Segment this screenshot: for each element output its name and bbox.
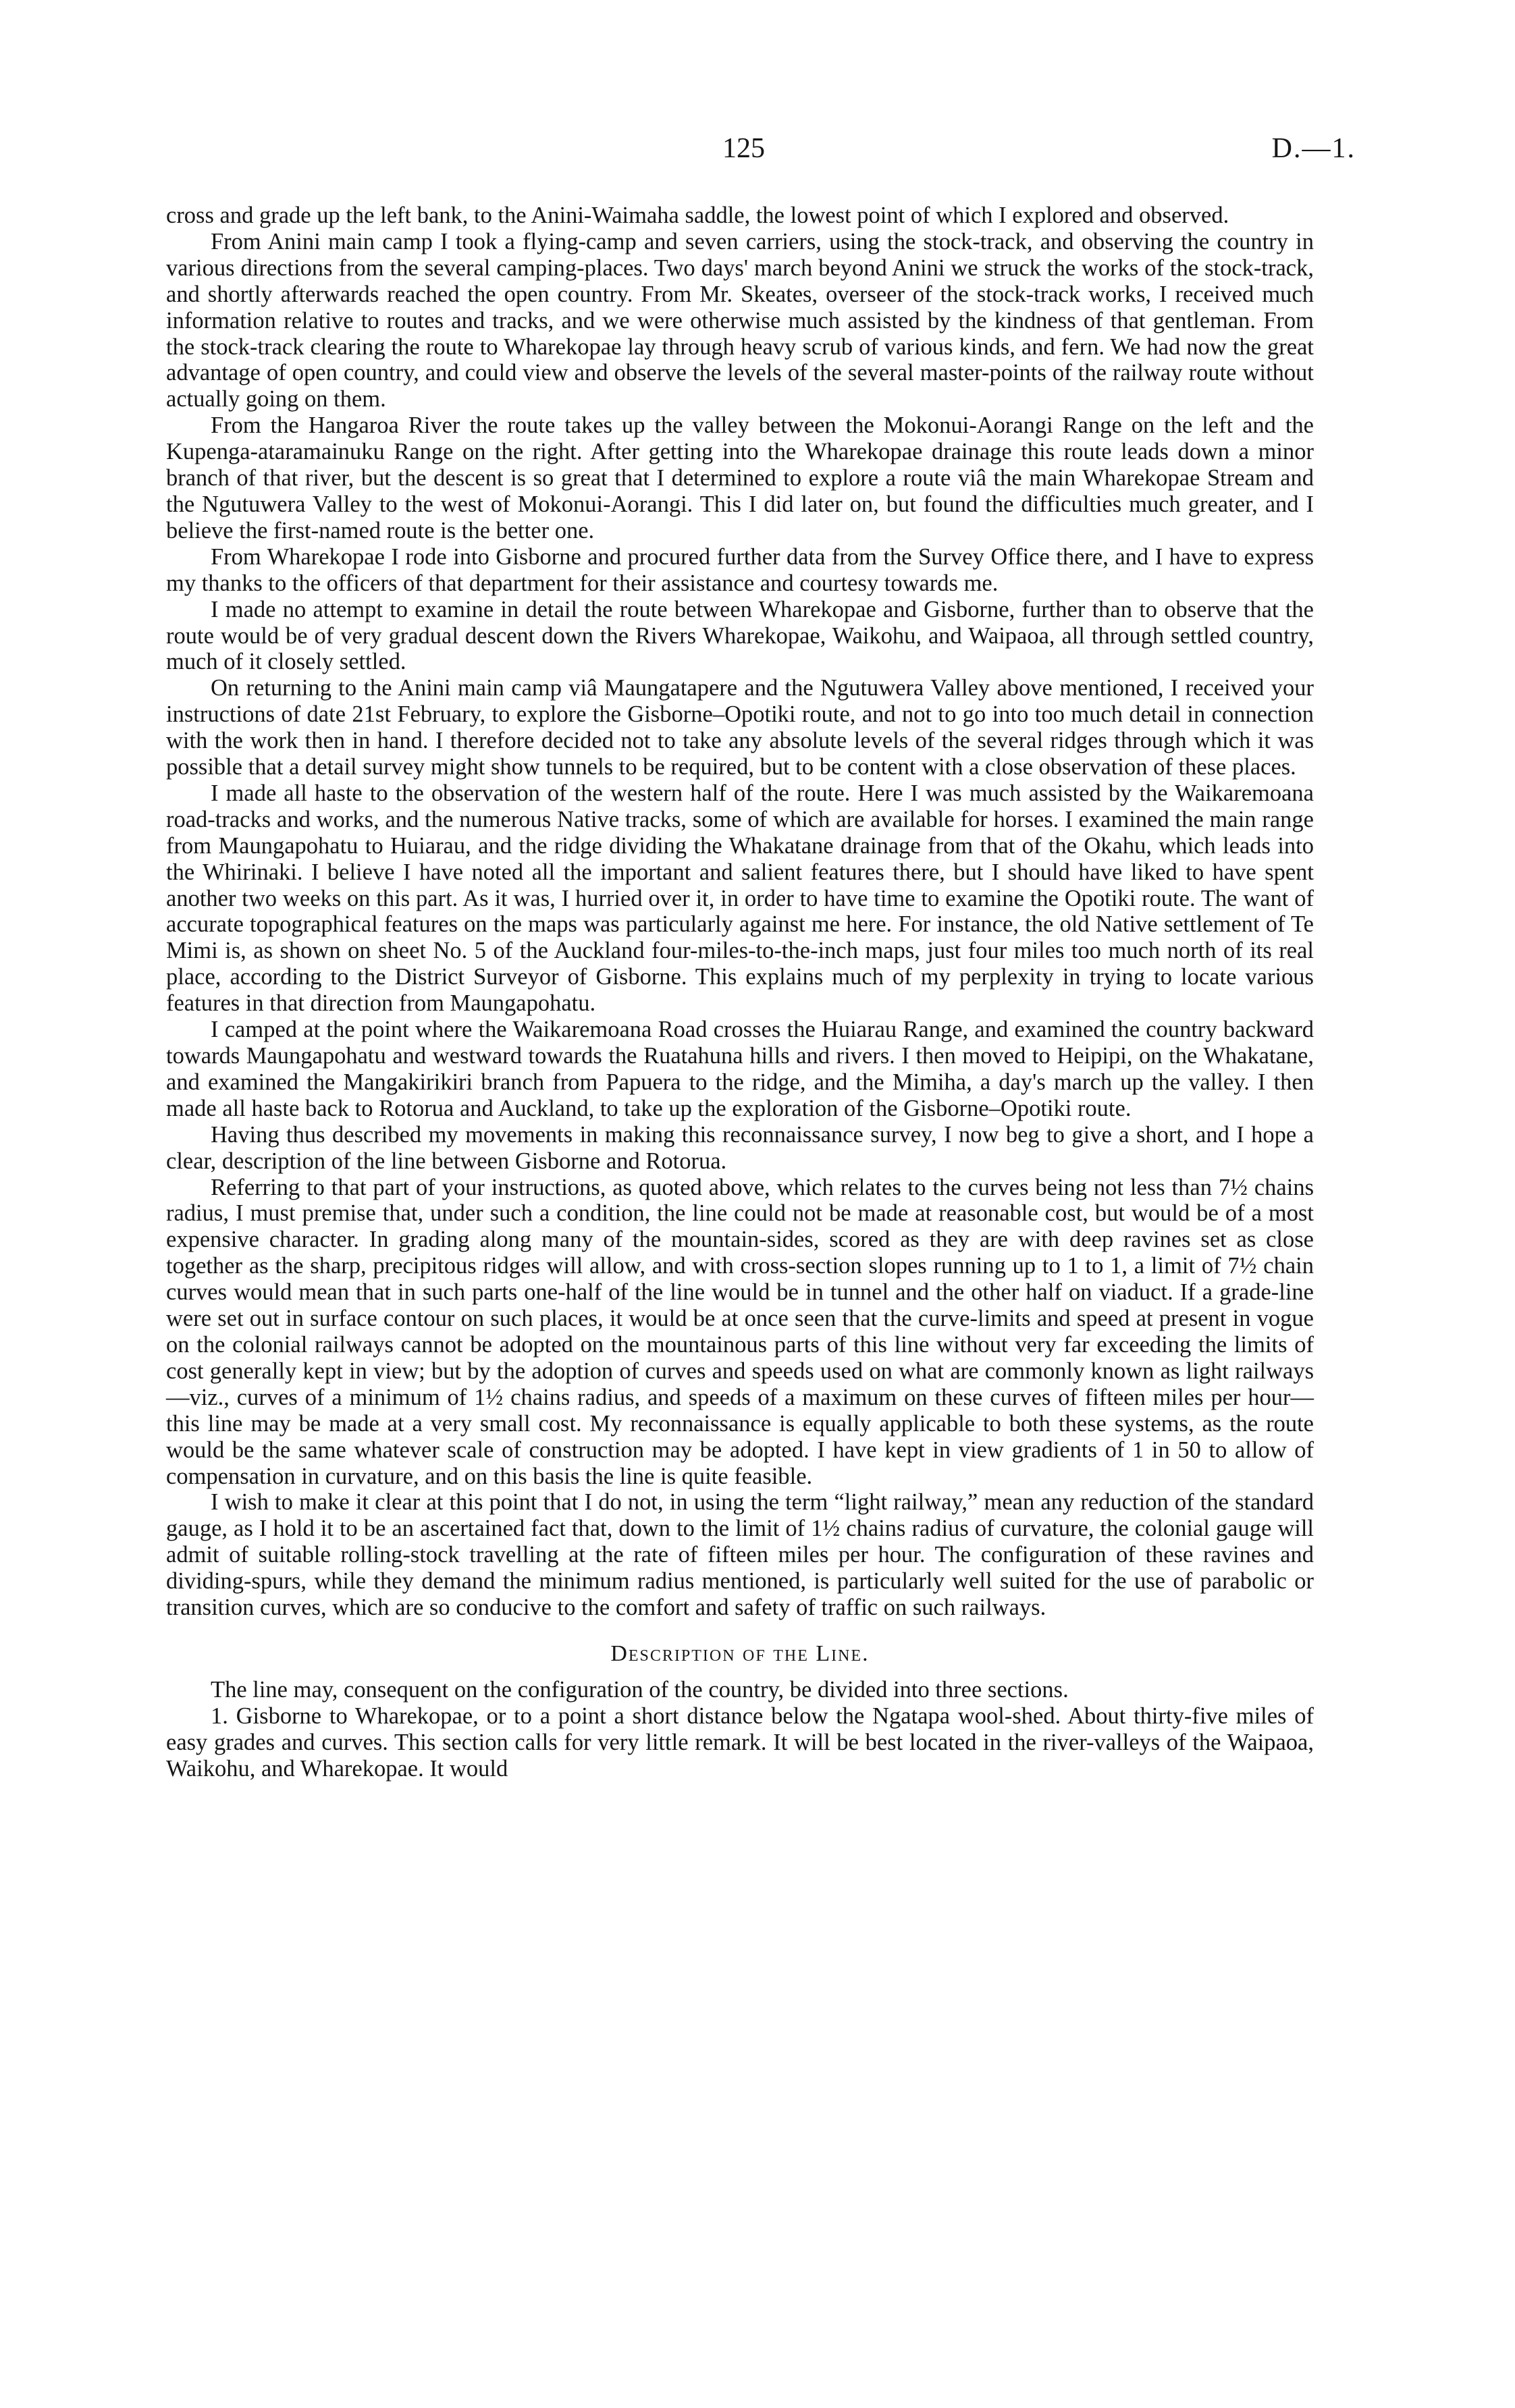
- paragraph: From the Hangaroa River the route takes up the valley between the Mokonui-Aorangi Range on the left and the Kupenga-ataramainuku Range on the right. After getting into the Wharekopae drainage this route leads down a minor branch of that river, but the descent is so great that I determined to explore a route viâ the main Wharekopae Stream and the Ngutuwera Valley to the west of Mokonui-Aorangi. This I did later on, but found the difficulties much greater, and I believe the first-named route is the better one.: [166, 412, 1314, 543]
- paragraph: I made no attempt to examine in detail the route between Wharekopae and Gisborne, further than to observe that the route would be of very gradual descent down the Rivers Wharekopae, Waikohu, and Waipaoa, all through settled country, much of it closely settled.: [166, 596, 1314, 675]
- paragraph: From Wharekopae I rode into Gisborne and procured further data from the Survey Office there, and I have to express my thanks to the officers of that department for their assistance and courtesy towards me.: [166, 543, 1314, 596]
- paragraph: I made all haste to the observation of the western half of the route. Here I was much assisted by the Waikaremoana road-tracks and works, and the numerous Native tracks, some of which are available for horses. I examined the main range from Maungapohatu to Huiarau, and the ridge dividing the Whakatane drainage from that of the Okahu, which leads into the Whirinaki. I believe I have noted all the important and salient features there, but I should have liked to have spent another two weeks on this part. As it was, I hurried over it, in order to have time to examine the Opotiki route. The want of accurate topographical features on the maps was particularly against me here. For instance, the old Native settlement of Te Mimi is, as shown on sheet No. 5 of the Auckland four-miles-to-the-inch maps, just four miles too much north of its real place, according to the District Surveyor of Gisborne. This explains much of my perplexity in trying to locate various features in that direction from Maungapohatu.: [166, 780, 1314, 1017]
- paragraph: cross and grade up the left bank, to the Anini-Waimaha saddle, the lowest point of which I explored and observed.: [166, 203, 1229, 228]
- paragraph: Having thus described my movements in making this reconnaissance survey, I now beg to give a short, and I hope a clear, description of the line between Gisborne and Rotorua.: [166, 1121, 1314, 1174]
- paragraph: 1. Gisborne to Wharekopae, or to a point a short distance below the Ngatapa wool-shed. About thirty-five miles of easy grades and curves. This section calls for very little remark. It will be best located in the river-valleys of the Waipaoa, Waikohu, and Wharekopae. It would: [166, 1703, 1314, 1782]
- body-text: [166, 203, 1314, 1782]
- paragraph: On returning to the Anini main camp viâ Maungatapere and the Ngutuwera Valley above mentioned, I received your instructions of date 21st February, to explore the Gisborne–Opotiki route, and not to go into too much detail in connection with the work then in hand. I therefore decided not to take any absolute levels of the several ridges through which it was possible that a detail survey might show tunnels to be required, but to be content with a close observation of these places.: [166, 675, 1314, 780]
- paragraph: I wish to make it clear at this point that I do not, in using the term “light railway,” mean any reduction of the standard gauge, as I hold it to be an ascertained fact that, down to the limit of 1½ chains radius of curvature, the colonial gauge will admit of suitable rolling-stock travelling at the rate of fifteen miles per hour. The configuration of these ravines and dividing-spurs, while they demand the minimum radius mentioned, is particularly well suited for the use of parabolic or transition curves, which are so conducive to the comfort and safety of traffic on such railways.: [166, 1489, 1314, 1621]
- document-reference: D.—1.: [1271, 133, 1356, 164]
- section-heading: Description of the Line.: [610, 1640, 870, 1666]
- page-number: 125: [722, 133, 765, 164]
- paragraph: From Anini main camp I took a flying-camp and seven carriers, using the stock-track, and observing the country in various directions from the several camping-places. Two days' march beyond Anini we struck the works of the stock-track, and shortly afterwards reached the open country. From Mr. Skeates, overseer of the stock-track works, I received much information relative to routes and tracks, and we were otherwise much assisted by the kindness of that gentleman. From the stock-track clearing the route to Wharekopae lay through heavy scrub of various kinds, and fern. We had now the great advantage of open country, and could view and observe the levels of the several master-points of the railway route without actually going on them.: [166, 228, 1314, 412]
- paragraph: I camped at the point where the Waikaremoana Road crosses the Huiarau Range, and examined the country backward towards Maungapohatu and westward towards the Ruatahuna hills and rivers. I then moved to Heipipi, on the Whakatane, and examined the Mangakirikiri branch from Papuera to the ridge, and the Mimiha, a day's march up the valley. I then made all haste back to Rotorua and Auckland, to take up the exploration of the Gisborne–Opotiki route.: [166, 1017, 1314, 1121]
- paragraph: Referring to that part of your instructions, as quoted above, which relates to the curves being not less than 7½ chains radius, I must premise that, under such a condition, the line could not be made at reasonable cost, but would be of a most expensive character. In grading along many of the mountain-sides, scored as they are with deep ravines set as close together as the sharp, precipitous ridges will allow, and with cross-section slopes running up to 1 to 1, a limit of 7½ chain curves would mean that in such parts one-half of the line would be in tunnel and the other half on viaduct. If a grade-line were set out in surface contour on such places, it would be at once seen that the curve-limits and speed at present in vogue on the colonial railways cannot be adopted on the mountainous parts of this line without very far exceeding the limits of cost generally kept in view; but by the adoption of curves and speeds used on what are commonly known as light railways—viz., curves of a minimum of 1½ chains radius, and speeds of a maximum on these curves of fifteen miles per hour—this line may be made at a very small cost. My reconnaissance is equally applicable to both these systems, as the route would be the same whatever scale of construction may be adopted. I have kept in view gradients of 1 in 50 to allow of compensation in curvature, and on this basis the line is quite feasible.: [166, 1174, 1314, 1489]
- page-header: [0, 132, 1515, 173]
- paragraph: The line may, consequent on the configuration of the country, be divided into three sections.: [211, 1676, 1069, 1703]
